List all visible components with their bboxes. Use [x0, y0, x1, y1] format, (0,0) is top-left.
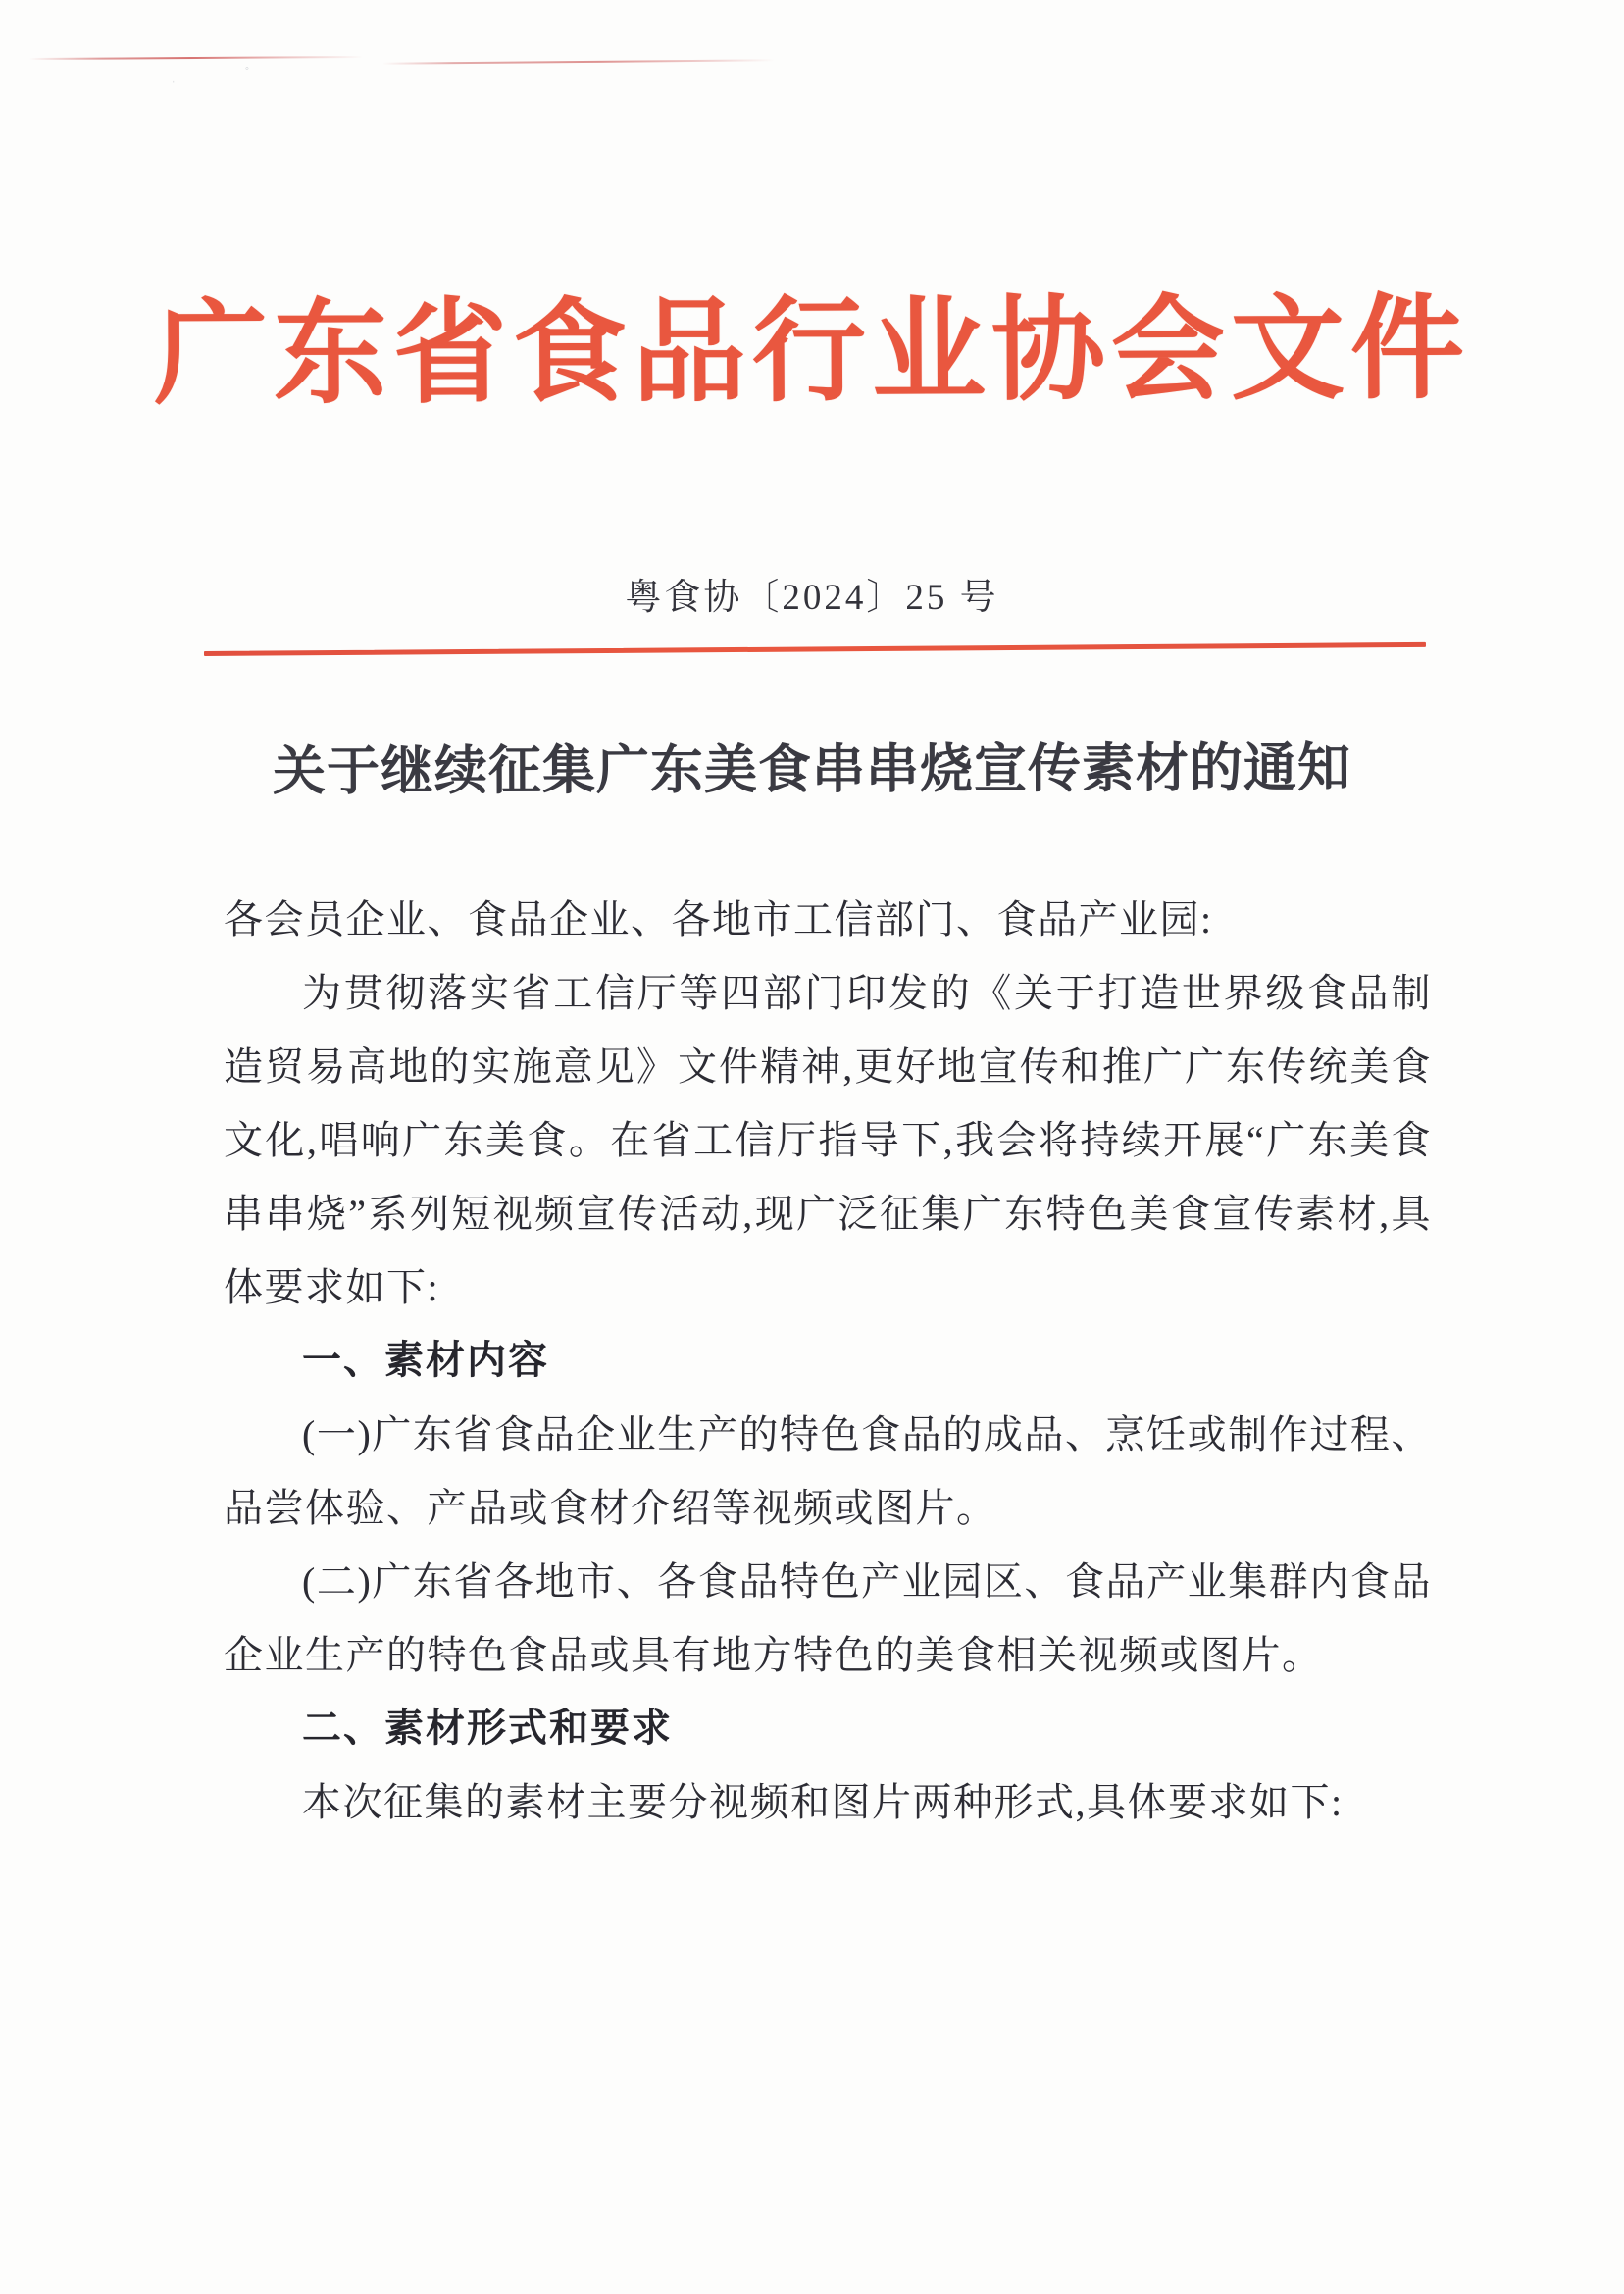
document-serial-number: 粤食协〔2024〕25 号	[625, 578, 999, 618]
scan-speck: ◦	[245, 63, 249, 75]
section-1-item-1: (一)广东省食品企业生产的特色食品的成品、烹饪或制作过程、品尝体验、产品或食材介绍等视频或图片。	[224, 1412, 1432, 1530]
document-title: 关于继续征集广东美食串串烧宣传素材的通知	[272, 739, 1352, 801]
document-body	[224, 883, 1432, 1839]
section-1-item-2: (二)广东省各地市、各食品特色产业园区、食品产业集群内食品企业生产的特色食品或具有地方特色的美食相关视频或图片。	[224, 1559, 1432, 1677]
section-heading-1: 一、素材内容	[302, 1339, 549, 1382]
section-2-item-1: 本次征集的素材主要分视频和图片两种形式,具体要求如下:	[302, 1780, 1344, 1824]
section-heading-2: 二、素材形式和要求	[302, 1707, 673, 1750]
scan-artifact-line-secondary	[382, 59, 775, 64]
salutation: 各会员企业、食品企业、各地市工信部门、食品产业园:	[224, 897, 1213, 942]
scan-artifact-line	[29, 56, 363, 60]
intro-paragraph: 为贯彻落实省工信厅等四部门印发的《关于打造世界级食品制造贸易高地的实施意见》文件精神,更好地宣传和推广广东传统美食文化,唱响广东美食。在省工信厅指导下,我会将持续开展“广东美食串串烧”系列短视频宣传活动,现广泛征集广东特色美食宣传素材,具体要求如下:	[224, 971, 1432, 1309]
organization-masthead: 广东省食品行业协会文件	[153, 284, 1471, 418]
red-separator-rule	[204, 642, 1426, 656]
scan-speck-secondary: ˌ	[172, 72, 176, 83]
